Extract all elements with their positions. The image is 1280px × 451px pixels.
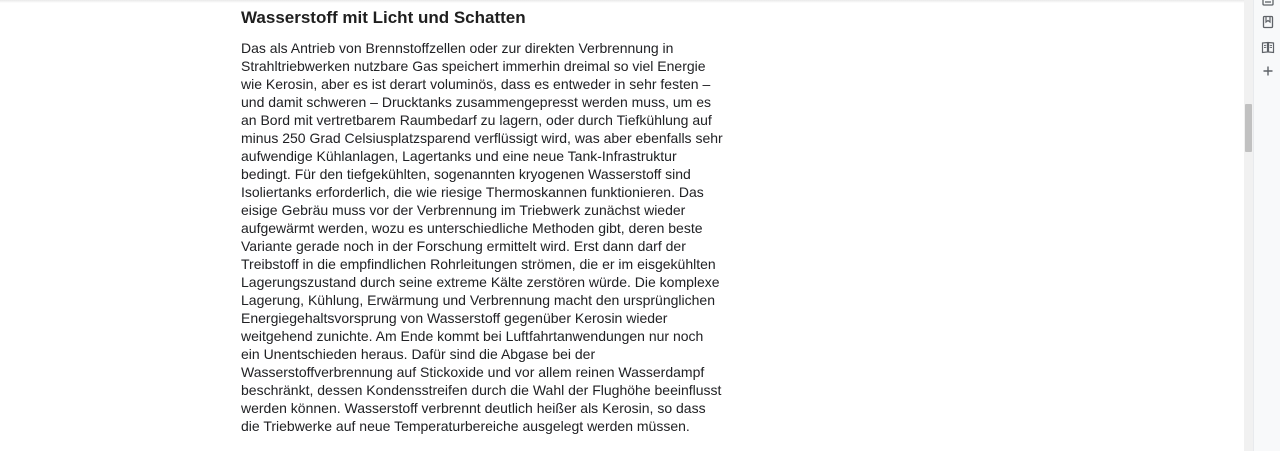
paragraph-line: minus 250 Grad Celsiusplatzsparend verflüssigt wird, was aber ebenfalls sehr [241, 130, 723, 146]
vertical-scrollbar[interactable] [1244, 0, 1253, 451]
paragraph-line: an Bord mit vertretbarem Raumbedarf zu lagern, oder durch Tiefkühlung auf [241, 112, 712, 128]
reading-list-icon[interactable] [1261, 40, 1275, 54]
paragraph-line: Strahltriebwerken nutzbare Gas speichert immerhin dreimal so viel Energie [241, 58, 706, 74]
paragraph-line: aufwendige Kühlanlagen, Lagertanks und eine neue Tank-Infrastruktur [241, 148, 677, 164]
paragraph-line: bedingt. Für den tiefgekühlten, sogenannten kryogenen Wasserstoff sind [241, 166, 691, 182]
article-heading: Wasserstoff mit Licht und Schatten [241, 8, 526, 27]
article-paragraph [241, 39, 723, 435]
side-panel [1253, 0, 1280, 451]
bookmark-icon[interactable] [1261, 15, 1275, 29]
paragraph-line: die Triebwerke auf neue Temperaturbereiche ausgelegt werden müssen. [241, 418, 690, 434]
scrollbar-thumb[interactable] [1245, 104, 1252, 152]
paragraph-line: Lagerungszustand durch seine extreme Kälte zerstören würde. Die komplexe [241, 274, 720, 290]
paragraph-line: Das als Antrieb von Brennstoffzellen oder zur direkten Verbrennung in [241, 40, 674, 56]
add-icon[interactable] [1261, 64, 1275, 78]
paragraph-line: Variante gerade noch in der Forschung ermittelt wird. Erst dann darf der [241, 238, 686, 254]
paragraph-line: beschränkt, dessen Kondensstreifen durch die Wahl der Flughöhe beeinflusst [241, 382, 722, 398]
paragraph-line: ein Unentschieden heraus. Dafür sind die Abgase bei der [241, 346, 596, 362]
paragraph-line: eisige Gebräu muss vor der Verbrennung im Triebwerk zunächst wieder [241, 202, 686, 218]
paragraph-line: aufgewärmt werden, wozu es unterschiedliche Methoden gibt, deren beste [241, 220, 703, 236]
paragraph-line: Energiegehaltsvorsprung von Wasserstoff gegenüber Kerosin wieder [241, 310, 668, 326]
paragraph-line: weitgehend zunichte. Am Ende kommt bei Luftfahrtanwendungen nur noch [241, 328, 704, 344]
paragraph-line: Isoliertanks erforderlich, die wie riesige Thermoskannen funktionieren. Das [241, 184, 704, 200]
paragraph-line: werden können. Wasserstoff verbrennt deutlich heißer als Kerosin, so dass [241, 400, 706, 416]
note-icon[interactable] [1261, 0, 1275, 7]
paragraph-line: Wasserstoffverbrennung auf Stickoxide und vor allem reinen Wasserdampf [241, 364, 705, 380]
paragraph-line: und damit schweren – Drucktanks zusammengepresst werden muss, um es [241, 94, 711, 110]
top-edge-shadow [0, 0, 1244, 3]
paragraph-line: Lagerung, Kühlung, Erwärmung und Verbrennung macht den ursprünglichen [241, 292, 715, 308]
paragraph-line: Treibstoff in die empfindlichen Rohrleitungen strömen, die er im eisgekühlten [241, 256, 716, 272]
paragraph-line: wie Kerosin, aber es ist derart voluminös, dass es entweder in sehr festen – [241, 76, 711, 92]
